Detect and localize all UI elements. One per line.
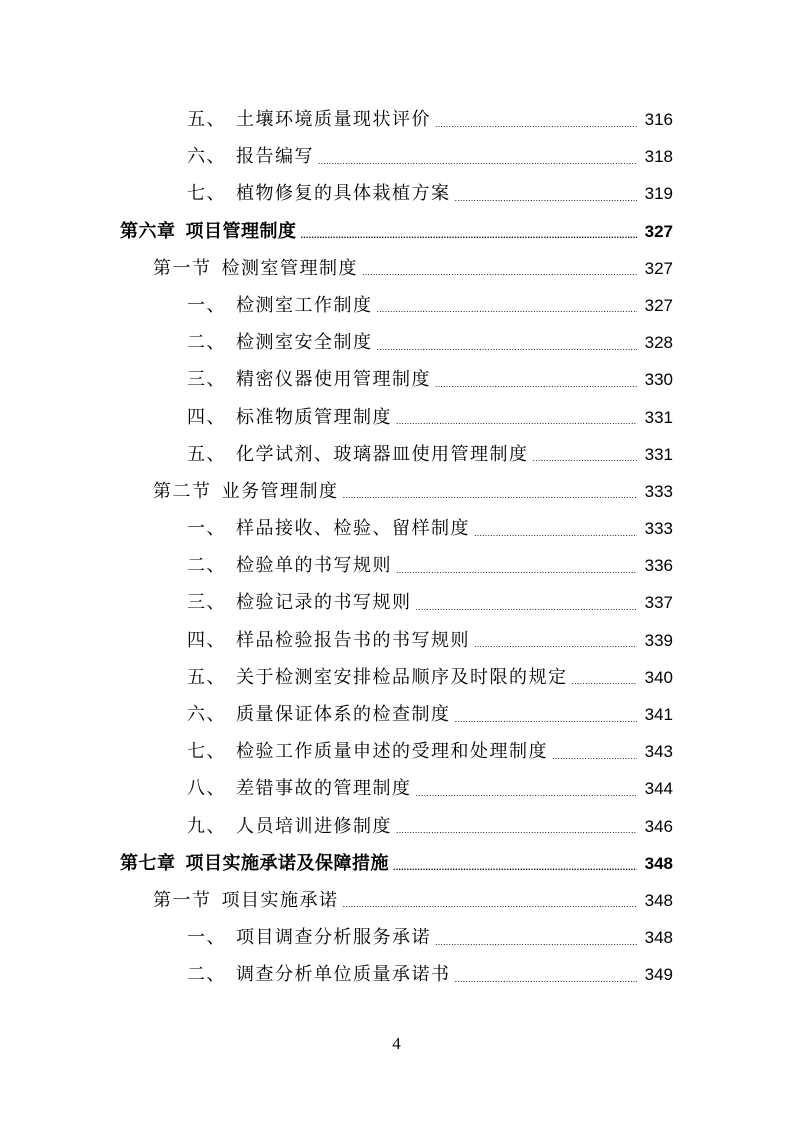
dot-leader <box>572 660 638 700</box>
toc-entry-number: 四、 <box>187 629 226 651</box>
dot-leader <box>435 921 637 961</box>
toc-entry-page-number: 316 <box>644 110 673 129</box>
toc-entry-number: 一、 <box>187 294 226 316</box>
dot-leader <box>455 177 638 217</box>
toc-entry-number: 六、 <box>187 704 226 725</box>
page-number: 4 <box>392 1034 401 1053</box>
toc-entry-page-number: 340 <box>644 667 673 687</box>
toc-entry-title: 报告编写 <box>236 146 314 168</box>
toc-entry-title: 样品接收、检验、留样制度 <box>236 518 470 540</box>
toc-entry-item[interactable] <box>0 324 793 361</box>
toc-entry-item[interactable] <box>0 622 793 659</box>
toc-entry-page-number: 344 <box>644 779 673 799</box>
toc-entry-item[interactable] <box>0 584 793 621</box>
toc-entry-number: 一、 <box>187 518 226 540</box>
toc-entry-number: 五、 <box>187 109 226 130</box>
toc-entry-page-number: 327 <box>644 258 673 278</box>
toc-entry-item[interactable] <box>0 361 793 398</box>
toc-entry-number: 五、 <box>187 443 226 465</box>
toc-entry-title: 项目实施承诺及保障措施 <box>185 852 389 874</box>
toc-entry-number: 四、 <box>187 406 226 428</box>
toc-entry-title: 样品检验报告书的书写规则 <box>236 629 470 651</box>
dot-leader <box>343 883 638 923</box>
toc-entry-item[interactable] <box>0 399 793 436</box>
toc-entry-title: 差错事故的管理制度 <box>236 778 412 800</box>
dot-leader <box>455 958 638 998</box>
toc-entry-number: 第二节 <box>153 480 212 502</box>
toc-entry-title: 精密仪器使用管理制度 <box>236 369 431 391</box>
table-of-contents <box>0 101 793 994</box>
dot-leader <box>377 326 638 366</box>
toc-entry-page-number: 331 <box>644 444 673 464</box>
dot-leader <box>474 512 637 552</box>
toc-entry-number: 第一节 <box>153 889 212 911</box>
toc-entry-section[interactable] <box>0 473 793 510</box>
dot-leader <box>396 549 637 589</box>
toc-entry-number: 八、 <box>187 778 226 800</box>
toc-entry-title: 检测室安全制度 <box>236 332 373 354</box>
toc-entry-number: 六、 <box>187 146 226 168</box>
toc-entry-page-number: 336 <box>644 556 673 576</box>
dot-leader <box>393 846 637 886</box>
toc-entry-number: 二、 <box>187 964 226 986</box>
toc-entry-number: 七、 <box>187 741 226 763</box>
toc-entry-number: 七、 <box>187 183 226 205</box>
toc-entry-title: 检验工作质量申述的受理和处理制度 <box>236 741 548 763</box>
toc-entry-number: 九、 <box>187 815 226 837</box>
toc-entry-title: 项目调查分析服务承诺 <box>236 927 431 949</box>
toc-entry-page-number: 330 <box>644 370 673 390</box>
toc-entry-page-number: 349 <box>644 965 673 985</box>
toc-entry-item[interactable] <box>0 547 793 584</box>
dot-leader <box>416 772 638 812</box>
toc-entry-title: 土壤环境质量现状评价 <box>236 109 431 130</box>
dot-leader <box>396 809 637 849</box>
toc-entry-item[interactable] <box>0 175 793 212</box>
toc-entry-title: 项目实施承诺 <box>221 889 339 911</box>
toc-entry-title: 检测室工作制度 <box>236 294 373 316</box>
toc-entry-title: 化学试剂、玻璃器皿使用管理制度 <box>236 443 529 465</box>
toc-entry-title: 人员培训进修制度 <box>236 815 392 837</box>
toc-entry-item[interactable] <box>0 770 793 807</box>
toc-entry-item[interactable] <box>0 919 793 956</box>
toc-entry-item[interactable] <box>0 808 793 845</box>
toc-entry-page-number: 331 <box>644 407 673 427</box>
toc-entry-title: 质量保证体系的检查制度 <box>236 704 451 725</box>
toc-entry-item[interactable] <box>0 696 793 733</box>
toc-entry-number: 三、 <box>187 592 226 614</box>
toc-entry-page-number: 327 <box>644 295 673 315</box>
toc-entry-page-number: 348 <box>644 890 673 910</box>
toc-entry-page-number: 341 <box>644 705 673 724</box>
dot-leader <box>435 363 637 403</box>
toc-entry-title: 检验记录的书写规则 <box>236 592 412 614</box>
toc-entry-page-number: 348 <box>644 928 673 948</box>
dot-leader <box>533 437 638 477</box>
toc-entry-title: 检验单的书写规则 <box>236 555 392 577</box>
toc-entry-item[interactable] <box>0 287 793 324</box>
toc-entry-page-number: 337 <box>644 593 673 613</box>
toc-entry-number: 五、 <box>187 666 226 688</box>
toc-entry-number: 一、 <box>187 927 226 949</box>
toc-entry-item[interactable] <box>0 138 793 175</box>
toc-entry-number: 第一节 <box>153 257 212 279</box>
toc-entry-title: 关于检测室安排检品顺序及时限的规定 <box>236 666 568 688</box>
toc-entry-page-number: 328 <box>644 333 673 353</box>
toc-entry-item[interactable] <box>0 436 793 473</box>
toc-entry-page-number: 333 <box>644 519 673 539</box>
toc-entry-item[interactable] <box>0 956 793 993</box>
toc-entry-item[interactable] <box>0 733 793 770</box>
toc-entry-item[interactable] <box>0 101 793 138</box>
toc-entry-page-number: 339 <box>644 630 673 650</box>
toc-entry-page-number: 318 <box>644 147 673 167</box>
dot-leader <box>474 623 637 663</box>
toc-entry-number: 二、 <box>187 555 226 577</box>
dot-leader <box>318 140 637 180</box>
toc-entry-title: 植物修复的具体栽植方案 <box>236 183 451 205</box>
toc-entry-page-number: 333 <box>644 481 673 501</box>
toc-entry-page-number: 348 <box>644 853 673 873</box>
dot-leader <box>301 214 638 254</box>
toc-entry-page-number: 343 <box>644 742 673 762</box>
toc-entry-number: 二、 <box>187 332 226 354</box>
dot-leader <box>455 698 638 738</box>
toc-entry-page-number: 319 <box>644 184 673 204</box>
toc-entry-page-number: 346 <box>644 816 673 836</box>
toc-entry-number: 三、 <box>187 369 226 391</box>
dot-leader <box>435 103 637 143</box>
dot-leader <box>377 288 638 328</box>
toc-entry-section[interactable] <box>0 250 793 287</box>
toc-entry-title: 检测室管理制度 <box>221 257 358 279</box>
dot-leader <box>416 586 638 626</box>
toc-entry-item[interactable] <box>0 510 793 547</box>
toc-entry-title: 业务管理制度 <box>221 480 339 502</box>
toc-entry-title: 标准物质管理制度 <box>236 406 392 428</box>
toc-entry-chapter[interactable] <box>0 213 793 250</box>
toc-entry-item[interactable] <box>0 659 793 696</box>
toc-entry-chapter[interactable] <box>0 845 793 882</box>
toc-entry-title: 项目管理制度 <box>185 220 297 242</box>
dot-leader <box>362 251 637 291</box>
toc-entry-number: 第七章 <box>120 852 176 874</box>
toc-entry-title: 调查分析单位质量承诺书 <box>236 964 451 986</box>
toc-entry-section[interactable] <box>0 882 793 919</box>
toc-entry-number: 第六章 <box>120 220 176 242</box>
dot-leader <box>552 735 637 775</box>
dot-leader <box>343 474 638 514</box>
toc-entry-page-number: 327 <box>644 221 673 241</box>
dot-leader <box>396 400 637 440</box>
